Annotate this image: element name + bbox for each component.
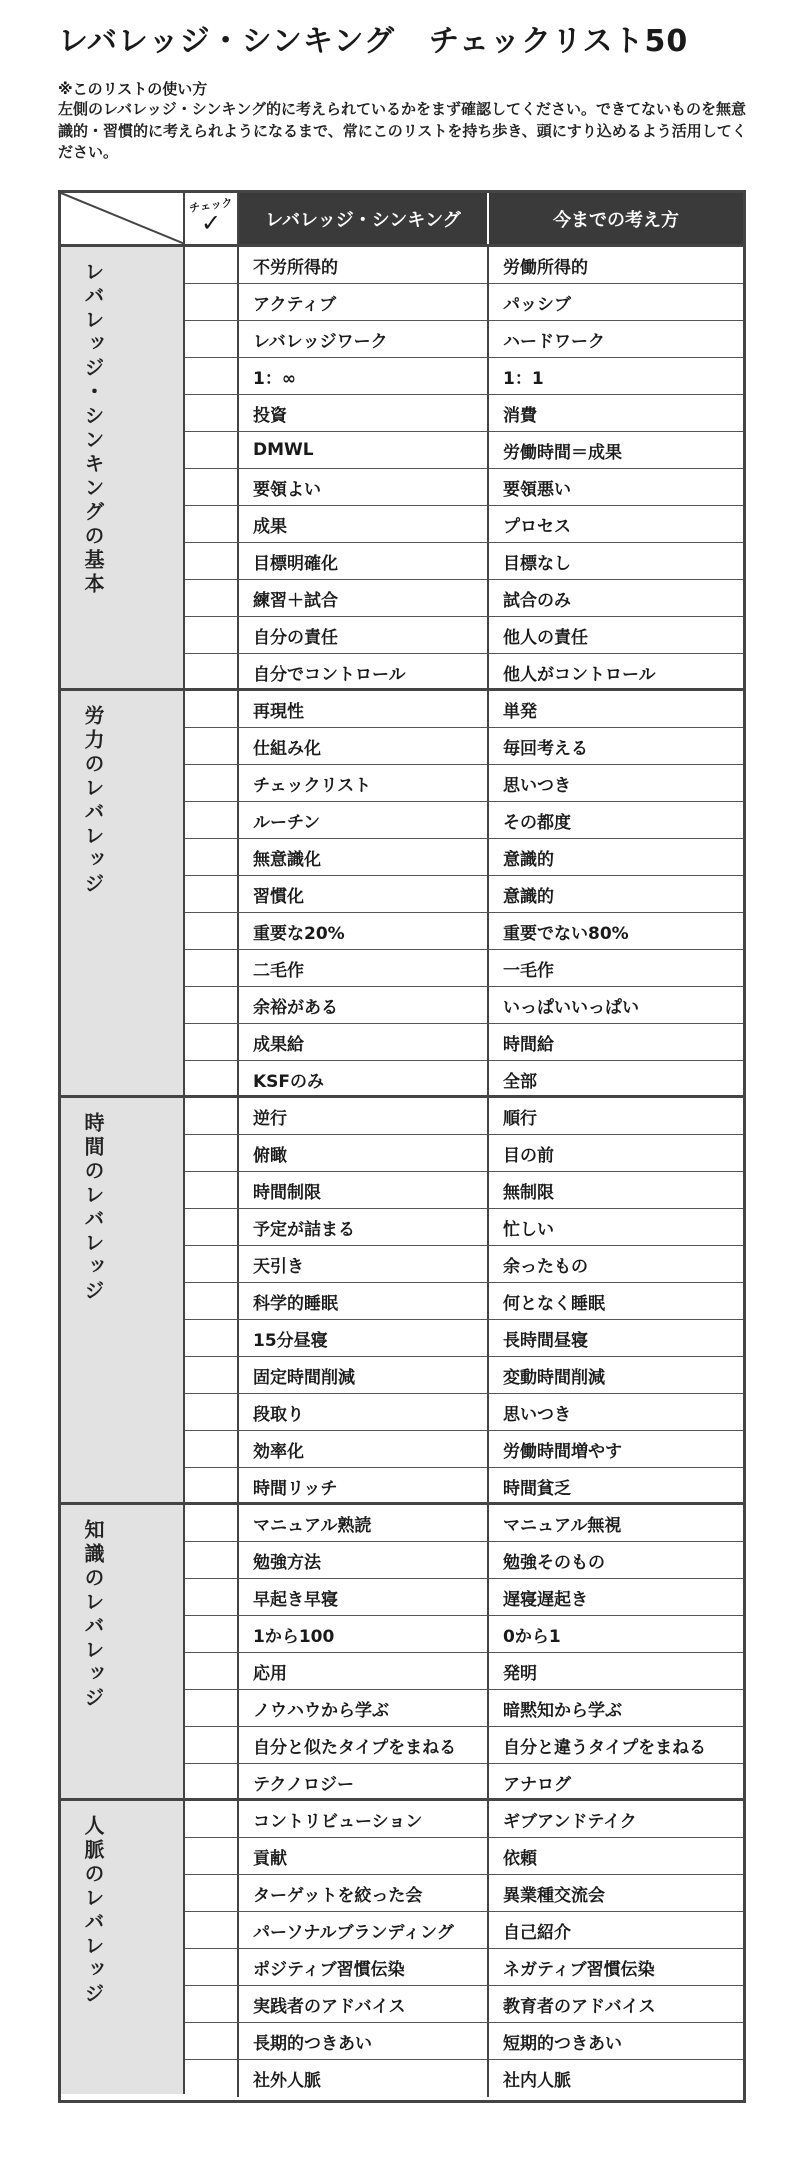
leverage-thinking-cell: 投資 — [239, 395, 489, 431]
title-sub: チェックリスト50 — [428, 24, 689, 59]
table-row — [185, 1283, 743, 1320]
table-row — [185, 2060, 743, 2097]
table-row — [185, 1875, 743, 1912]
checkmark-icon: ✓ — [201, 209, 222, 237]
check-box-cell[interactable] — [185, 2023, 239, 2059]
leverage-thinking-cell: 社外人脈 — [239, 2060, 489, 2097]
check-box-cell[interactable] — [185, 617, 239, 653]
check-box-cell[interactable] — [185, 839, 239, 875]
leverage-thinking-cell: ノウハウから学ぶ — [239, 1690, 489, 1726]
leverage-thinking-cell: 15分昼寝 — [239, 1320, 489, 1356]
old-thinking-cell: ネガティブ習慣伝染 — [503, 1959, 655, 1980]
leverage-thinking-cell: 目標明確化 — [239, 543, 489, 579]
check-box-cell[interactable] — [185, 1431, 239, 1467]
old-thinking-cell: 試合のみ — [503, 590, 571, 611]
page-title — [58, 16, 688, 60]
table-row — [185, 802, 743, 839]
old-thinking-cell: 自己紹介 — [503, 1922, 571, 1943]
check-header-label: チェック — [188, 196, 234, 215]
table-row — [185, 1320, 743, 1357]
category-group — [61, 1798, 743, 2094]
table-row — [185, 543, 743, 580]
leverage-thinking-cell: パーソナルブランディング — [239, 1912, 489, 1948]
diagonal-line — [61, 193, 185, 244]
category-group — [61, 1095, 743, 1502]
old-thinking-cell: 目標なし — [503, 553, 571, 574]
check-box-cell[interactable] — [185, 1875, 239, 1911]
category-cell — [61, 1505, 185, 1798]
category-label: 知識のレバレッジ — [81, 1519, 105, 1711]
leverage-thinking-cell: 天引き — [239, 1246, 489, 1282]
header-corner — [61, 193, 185, 244]
leverage-thinking-cell: コントリビューション — [239, 1801, 489, 1837]
table-row — [185, 1061, 743, 1098]
table-row — [185, 1024, 743, 1061]
check-box-cell[interactable] — [185, 1357, 239, 1393]
leverage-thinking-cell: 習慣化 — [239, 876, 489, 912]
leverage-thinking-cell: 実践者のアドバイス — [239, 1986, 489, 2022]
old-thinking-cell: 何となく睡眠 — [503, 1293, 605, 1314]
leverage-thinking-cell: 予定が詰まる — [239, 1209, 489, 1245]
table-row — [185, 1764, 743, 1801]
table-row — [185, 765, 743, 802]
old-thinking-cell: 目の前 — [503, 1145, 554, 1166]
check-box-cell[interactable] — [185, 1764, 239, 1801]
old-thinking-cell: 無制限 — [503, 1182, 554, 1203]
leverage-thinking-cell: 長期的つきあい — [239, 2023, 489, 2059]
table-row — [185, 1616, 743, 1653]
table-row — [185, 913, 743, 950]
table-row — [185, 728, 743, 765]
check-box-cell[interactable] — [185, 1838, 239, 1874]
old-thinking-cell: 毎回考える — [503, 738, 588, 759]
category-label: レバレッジ・シンキングの基本 — [81, 261, 105, 597]
check-box-cell[interactable] — [185, 1098, 239, 1134]
table-row — [185, 617, 743, 654]
leverage-thinking-cell: 自分でコントロール — [239, 654, 489, 691]
table-row — [185, 876, 743, 913]
check-box-cell[interactable] — [185, 506, 239, 542]
leverage-thinking-cell: 1から100 — [239, 1616, 489, 1652]
leverage-thinking-cell: 科学的睡眠 — [239, 1283, 489, 1319]
leverage-thinking-cell: 余裕がある — [239, 987, 489, 1023]
table-row — [185, 1246, 743, 1283]
table-row — [185, 950, 743, 987]
table-row — [185, 358, 743, 395]
check-box-cell[interactable] — [185, 1468, 239, 1505]
title-main: レバレッジ・シンキング — [58, 24, 395, 59]
leverage-thinking-cell: 無意識化 — [239, 839, 489, 875]
old-thinking-cell: 他人の責任 — [503, 627, 588, 648]
table-row — [185, 1394, 743, 1431]
table-row — [185, 395, 743, 432]
old-thinking-cell: 教育者のアドバイス — [503, 1996, 656, 2017]
old-thinking-cell: 単発 — [503, 701, 537, 722]
check-box-cell[interactable] — [185, 1801, 239, 1837]
old-thinking-cell: 意識的 — [503, 886, 554, 907]
category-rows — [185, 1801, 743, 2097]
old-thinking-cell: 思いつき — [503, 775, 571, 796]
leverage-thinking-cell: 再現性 — [239, 691, 489, 727]
old-thinking-cell: その都度 — [503, 812, 571, 833]
category-rows — [185, 1098, 743, 1505]
leverage-thinking-cell: 効率化 — [239, 1431, 489, 1467]
leverage-thinking-cell: 仕組み化 — [239, 728, 489, 764]
table-row — [185, 1209, 743, 1246]
leverage-thinking-cell: 自分と似たタイプをまねる — [239, 1727, 489, 1763]
old-thinking-cell: 労働所得的 — [503, 257, 588, 278]
check-box-cell[interactable] — [185, 728, 239, 764]
table-row — [185, 1579, 743, 1616]
check-box-cell[interactable] — [185, 1986, 239, 2022]
old-thinking-cell: 忙しい — [503, 1219, 554, 1240]
leverage-thinking-cell: 時間制限 — [239, 1172, 489, 1208]
table-row — [185, 284, 743, 321]
leverage-column-header: レバレッジ・シンキング — [239, 193, 489, 244]
old-thinking-cell: 要領悪い — [503, 479, 571, 500]
table-row — [185, 321, 743, 358]
old-thinking-cell: 勉強そのもの — [503, 1552, 605, 1573]
table-row — [185, 1357, 743, 1394]
check-box-cell[interactable] — [185, 321, 239, 357]
check-box-cell[interactable] — [185, 1690, 239, 1726]
category-cell — [61, 1098, 185, 1502]
leverage-thinking-cell: 成果給 — [239, 1024, 489, 1060]
old-thinking-cell: 順行 — [503, 1108, 537, 1129]
old-thinking-cell: いっぱいいっぱい — [503, 997, 639, 1018]
leverage-thinking-cell: 固定時間削減 — [239, 1357, 489, 1393]
table-row — [185, 1505, 743, 1542]
old-thinking-cell: 短期的つきあい — [503, 2033, 622, 2054]
check-box-cell[interactable] — [185, 1246, 239, 1282]
check-box-cell[interactable] — [185, 469, 239, 505]
leverage-thinking-cell: 不労所得的 — [239, 247, 489, 283]
leverage-thinking-cell: KSFのみ — [239, 1061, 489, 1098]
table-row — [185, 1172, 743, 1209]
category-cell — [61, 691, 185, 1095]
table-row — [185, 987, 743, 1024]
old-thinking-cell: 時間給 — [503, 1034, 554, 1055]
table-row — [185, 2023, 743, 2060]
leverage-thinking-cell: 二毛作 — [239, 950, 489, 986]
old-thinking-cell: 1：1 — [503, 368, 544, 389]
category-rows — [185, 691, 743, 1098]
table-row — [185, 1801, 743, 1838]
table-row — [185, 1431, 743, 1468]
old-thinking-column-header: 今までの考え方 — [489, 193, 743, 244]
leverage-thinking-cell: 練習＋試合 — [239, 580, 489, 616]
leverage-thinking-cell: ポジティブ習慣伝染 — [239, 1949, 489, 1985]
check-box-cell[interactable] — [185, 1283, 239, 1319]
table-row — [185, 1949, 743, 1986]
leverage-thinking-cell: 応用 — [239, 1653, 489, 1689]
check-box-cell[interactable] — [185, 765, 239, 801]
category-group — [61, 244, 743, 688]
category-cell — [61, 1801, 185, 2094]
check-box-cell[interactable] — [185, 987, 239, 1023]
usage-heading: ※このリストの使い方 — [58, 80, 208, 98]
check-box-cell[interactable] — [185, 802, 239, 838]
category-group — [61, 1502, 743, 1798]
old-thinking-cell: 思いつき — [503, 1404, 571, 1425]
leverage-thinking-cell: 貢献 — [239, 1838, 489, 1874]
old-thinking-cell: 一毛作 — [503, 960, 554, 981]
category-label: 労力のレバレッジ — [81, 705, 105, 897]
old-thinking-cell: プロセス — [503, 516, 571, 537]
table-row — [185, 1986, 743, 2023]
old-thinking-cell: 余ったもの — [503, 1256, 588, 1277]
check-box-cell[interactable] — [185, 691, 239, 727]
check-box-cell[interactable] — [185, 1727, 239, 1763]
table-row — [185, 654, 743, 691]
old-thinking-cell: 消費 — [503, 405, 537, 426]
category-label: 時間のレバレッジ — [81, 1112, 105, 1304]
old-thinking-cell: 発明 — [503, 1663, 537, 1684]
old-thinking-cell: ハードワーク — [503, 331, 605, 352]
category-group — [61, 688, 743, 1095]
old-thinking-cell: 遅寝遅起き — [503, 1589, 588, 1610]
leverage-thinking-cell: DMWL — [239, 432, 489, 468]
leverage-thinking-cell: テクノロジー — [239, 1764, 489, 1801]
check-box-cell[interactable] — [185, 1172, 239, 1208]
table-row — [185, 580, 743, 617]
check-box-cell[interactable] — [185, 1209, 239, 1245]
leverage-thinking-cell: 重要な20% — [239, 913, 489, 949]
old-thinking-cell: 依頼 — [503, 1848, 537, 1869]
old-thinking-cell: 社内人脈 — [503, 2071, 571, 2091]
old-thinking-cell: 労働時間増やす — [503, 1441, 622, 1462]
leverage-thinking-cell: 段取り — [239, 1394, 489, 1430]
leverage-thinking-cell: 自分の責任 — [239, 617, 489, 653]
old-thinking-cell: 0から1 — [503, 1626, 561, 1647]
table-row — [185, 1653, 743, 1690]
leverage-thinking-cell: チェックリスト — [239, 765, 489, 801]
leverage-thinking-cell: 要領よい — [239, 469, 489, 505]
check-box-cell[interactable] — [185, 1505, 239, 1541]
check-box-cell[interactable] — [185, 432, 239, 468]
leverage-thinking-cell: 勉強方法 — [239, 1542, 489, 1578]
usage-body: 左側のレバレッジ・シンキング的に考えられているかをまず確認してください。できてないものを無意識的・習慣的に考えられようになるまで、常にこのリストを持ち歩き、頭にすり込めるよう活用してください。 — [58, 100, 747, 161]
old-thinking-cell: 重要でない80% — [503, 923, 629, 944]
check-box-cell[interactable] — [185, 654, 239, 691]
old-thinking-cell: 変動時間削減 — [503, 1367, 605, 1388]
leverage-thinking-cell: 1：∞ — [239, 358, 489, 394]
old-thinking-cell: マニュアル無視 — [503, 1515, 622, 1536]
check-box-cell[interactable] — [185, 284, 239, 320]
check-box-cell[interactable] — [185, 1616, 239, 1652]
check-box-cell[interactable] — [185, 1061, 239, 1098]
old-thinking-cell: 意識的 — [503, 849, 554, 870]
old-thinking-cell: パッシブ — [503, 294, 571, 315]
old-thinking-cell: ギブアンドテイク — [503, 1811, 637, 1832]
check-box-cell[interactable] — [185, 1135, 239, 1171]
table-row — [185, 1098, 743, 1135]
table-row — [185, 691, 743, 728]
leverage-thinking-cell: レバレッジワーク — [239, 321, 489, 357]
table-header — [61, 193, 743, 244]
leverage-thinking-cell: ターゲットを絞った会 — [239, 1875, 489, 1911]
table-row — [185, 1135, 743, 1172]
table-row — [185, 839, 743, 876]
check-box-cell[interactable] — [185, 395, 239, 431]
table-row — [185, 1542, 743, 1579]
table-row — [185, 1468, 743, 1505]
check-box-cell[interactable] — [185, 950, 239, 986]
table-row — [185, 1727, 743, 1764]
old-thinking-cell: 全部 — [503, 1072, 537, 1092]
check-box-cell[interactable] — [185, 1320, 239, 1356]
category-rows — [185, 247, 743, 691]
leverage-thinking-cell: 早起き早寝 — [239, 1579, 489, 1615]
category-rows — [185, 1505, 743, 1801]
check-box-cell[interactable] — [185, 1394, 239, 1430]
check-box-cell[interactable] — [185, 1653, 239, 1689]
leverage-thinking-cell: 俯瞰 — [239, 1135, 489, 1171]
category-cell — [61, 247, 185, 688]
table-row — [185, 1838, 743, 1875]
old-thinking-cell: 他人がコントロール — [503, 665, 656, 685]
check-column-header — [185, 193, 239, 244]
check-box-cell[interactable] — [185, 580, 239, 616]
check-box-cell[interactable] — [185, 1579, 239, 1615]
check-box-cell[interactable] — [185, 543, 239, 579]
old-thinking-cell: 労働時間＝成果 — [503, 442, 622, 463]
checklist-table — [58, 190, 746, 2103]
old-thinking-cell: 自分と違うタイプをまねる — [503, 1737, 707, 1758]
check-box-cell[interactable] — [185, 1024, 239, 1060]
check-box-cell[interactable] — [185, 2060, 239, 2097]
leverage-thinking-cell: 成果 — [239, 506, 489, 542]
check-box-cell[interactable] — [185, 358, 239, 394]
leverage-thinking-cell: アクティブ — [239, 284, 489, 320]
check-box-cell[interactable] — [185, 247, 239, 283]
table-row — [185, 432, 743, 469]
leverage-thinking-cell: 逆行 — [239, 1098, 489, 1134]
old-thinking-cell: 長時間昼寝 — [503, 1330, 588, 1351]
table-row — [185, 247, 743, 284]
category-label: 人脈のレバレッジ — [81, 1815, 105, 2007]
leverage-thinking-cell: マニュアル熟読 — [239, 1505, 489, 1541]
check-box-cell[interactable] — [185, 876, 239, 912]
table-row — [185, 506, 743, 543]
check-box-cell[interactable] — [185, 913, 239, 949]
leverage-thinking-cell: 時間リッチ — [239, 1468, 489, 1505]
old-thinking-cell: アナログ — [503, 1775, 571, 1795]
table-body — [61, 244, 743, 2100]
check-box-cell[interactable] — [185, 1949, 239, 1985]
check-box-cell[interactable] — [185, 1912, 239, 1948]
table-row — [185, 1690, 743, 1727]
leverage-thinking-cell: ルーチン — [239, 802, 489, 838]
old-thinking-cell: 時間貧乏 — [503, 1479, 571, 1499]
check-box-cell[interactable] — [185, 1542, 239, 1578]
old-thinking-cell: 異業種交流会 — [503, 1885, 605, 1906]
table-row — [185, 1912, 743, 1949]
table-row — [185, 469, 743, 506]
old-thinking-cell: 暗黙知から学ぶ — [503, 1700, 622, 1721]
